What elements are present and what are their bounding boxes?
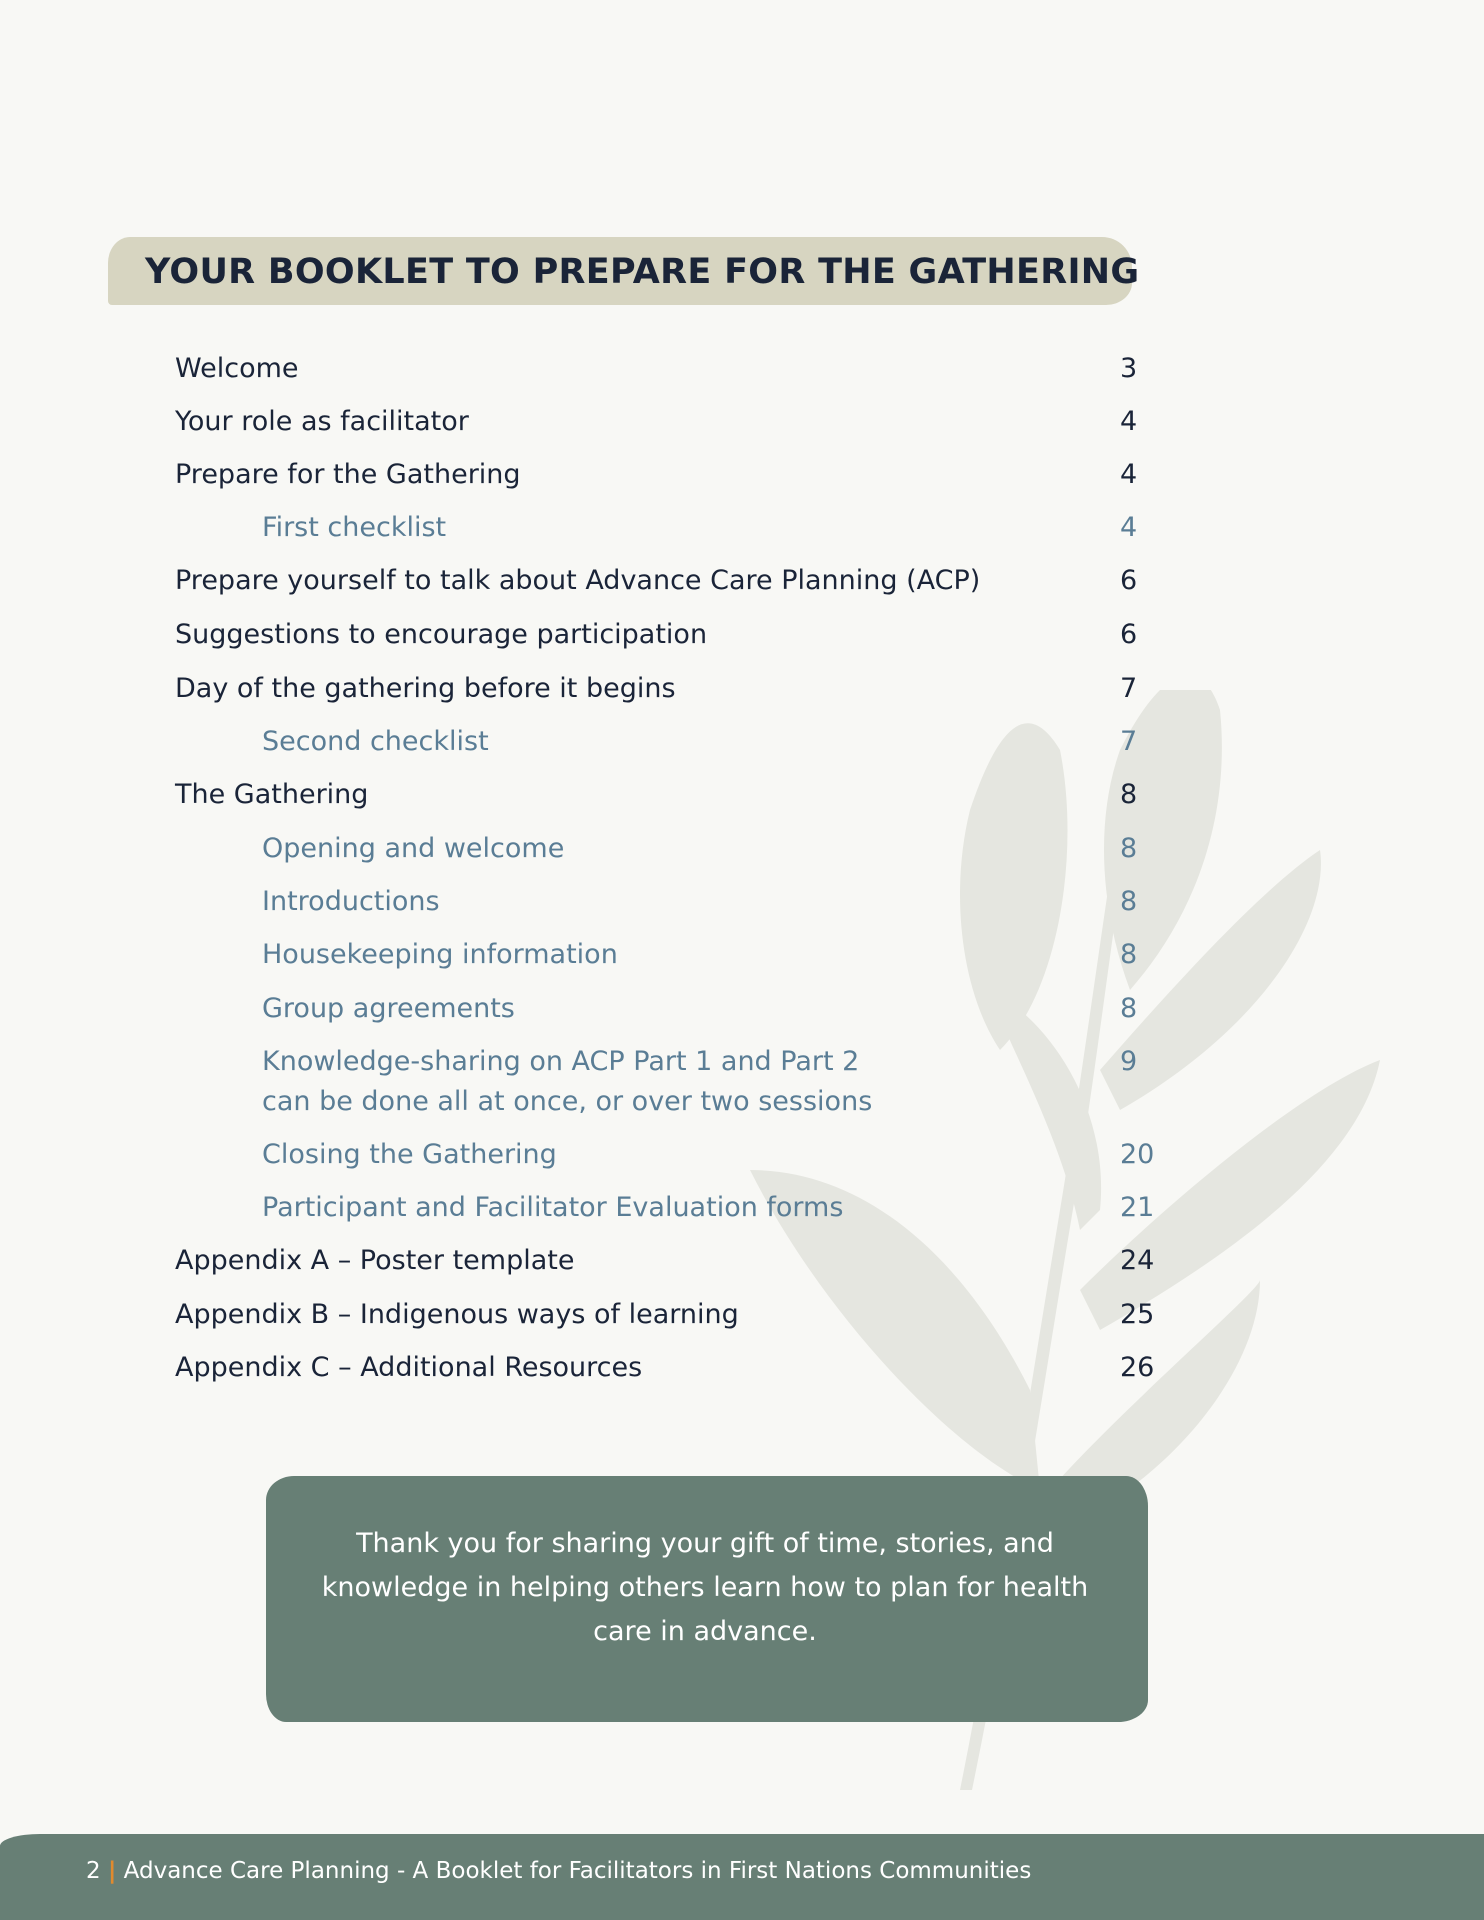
toc-subentry-label: Opening and welcome (262, 833, 565, 864)
toc-subentry[interactable] (0, 1042, 1484, 1122)
toc-subentry[interactable] (0, 882, 1484, 922)
toc-subentry-label: Second checklist (262, 726, 489, 757)
toc-subentry-label: Participant and Facilitator Evaluation forms (262, 1192, 844, 1223)
toc-subentry-page: 8 (1120, 833, 1138, 864)
toc-entry[interactable] (0, 402, 1484, 442)
toc-subentry[interactable] (0, 508, 1484, 548)
thank-you-line: Thank you for sharing your gift of time, stories, and (356, 1528, 1054, 1559)
footer-document-title: Advance Care Planning - A Booklet for Facilitators in First Nations Communities (123, 1858, 1032, 1884)
toc-subentry-page: 21 (1120, 1192, 1155, 1223)
toc-entry-page: 26 (1120, 1352, 1155, 1383)
toc-subentry-label: Closing the Gathering (262, 1139, 557, 1170)
toc-subentry-label: Introductions (262, 886, 440, 917)
toc-subentry[interactable] (0, 1188, 1484, 1228)
toc-entry-label: Suggestions to encourage participation (175, 619, 708, 650)
toc-entry-page: 4 (1120, 459, 1138, 490)
toc-entry-label: Appendix B – Indigenous ways of learning (175, 1299, 739, 1330)
toc-entry-page: 6 (1120, 565, 1138, 596)
toc-entry-page: 6 (1120, 619, 1138, 650)
toc-subentry-label: Housekeeping information (262, 939, 618, 970)
toc-subentry[interactable] (0, 935, 1484, 975)
toc-subentry[interactable] (0, 989, 1484, 1029)
toc-entry-label: Appendix C – Additional Resources (175, 1352, 643, 1383)
toc-entry-page: 24 (1120, 1245, 1155, 1276)
toc-entry[interactable] (0, 775, 1484, 815)
toc-entry-label: Your role as facilitator (175, 406, 469, 437)
toc-entry-label: Appendix A – Poster template (175, 1245, 575, 1276)
footer (86, 1856, 1031, 1886)
footer-page-number: 2 (86, 1858, 101, 1884)
toc-subentry-label: Knowledge-sharing on ACP Part 1 and Part 2 (262, 1046, 860, 1077)
toc-entry[interactable] (0, 1295, 1484, 1335)
toc-entry[interactable] (0, 1348, 1484, 1388)
toc-entry[interactable] (0, 349, 1484, 389)
toc-entry[interactable] (0, 455, 1484, 495)
toc-entry-page: 25 (1120, 1299, 1155, 1330)
toc-entry-label: Welcome (175, 353, 299, 384)
toc-entry-label: Prepare yourself to talk about Advance Care Planning (ACP) (175, 565, 981, 596)
thank-you-line: knowledge in helping others learn how to plan for health (321, 1572, 1089, 1603)
toc-entry-label: The Gathering (175, 779, 369, 810)
toc-entry[interactable] (0, 1241, 1484, 1281)
toc-subentry-page: 20 (1120, 1139, 1155, 1170)
toc-subentry-page: 8 (1120, 886, 1138, 917)
toc-subentry-page: 7 (1120, 726, 1138, 757)
toc-entry[interactable] (0, 669, 1484, 709)
toc-subentry-label: Group agreements (262, 993, 515, 1024)
thank-you-message (290, 1522, 1120, 1654)
thank-you-line: care in advance. (593, 1616, 817, 1647)
toc-entry-label: Day of the gathering before it begins (175, 673, 676, 704)
page-title: YOUR BOOKLET TO PREPARE FOR THE GATHERING (145, 252, 1140, 292)
toc-entry[interactable] (0, 561, 1484, 601)
toc-entry-page: 8 (1120, 779, 1138, 810)
toc-subentry[interactable] (0, 829, 1484, 869)
toc-subentry-label: First checklist (262, 512, 447, 543)
toc-entry[interactable] (0, 615, 1484, 655)
toc-entry-page: 3 (1120, 353, 1138, 384)
toc-subentry[interactable] (0, 722, 1484, 762)
toc-subentry-page: 4 (1120, 512, 1138, 543)
toc-subentry-page: 8 (1120, 993, 1138, 1024)
footer-separator: | (107, 1858, 117, 1884)
toc-subentry-page: 8 (1120, 939, 1138, 970)
toc-entry-page: 7 (1120, 673, 1138, 704)
toc-entry-page: 4 (1120, 406, 1138, 437)
toc-subentry[interactable] (0, 1135, 1484, 1175)
toc-subentry-page: 9 (1120, 1046, 1138, 1077)
toc-subentry-label-continued: can be done all at once, or over two sessions (262, 1086, 873, 1117)
toc-entry-label: Prepare for the Gathering (175, 459, 521, 490)
